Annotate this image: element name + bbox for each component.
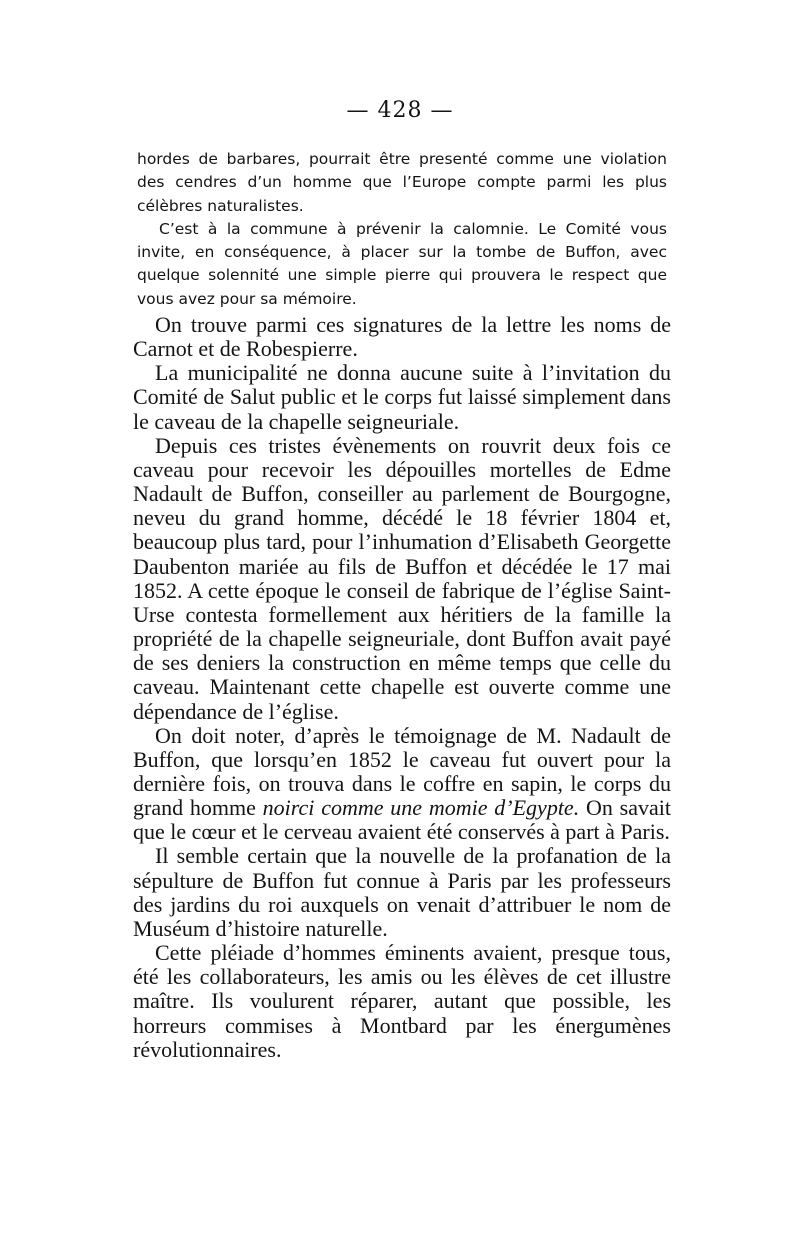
quote-paragraph: C’est à la commune à prévenir la calomnie. Le Comité vous invite, en conséquence, à placer sur la tombe de Buffon, avec quelque solennité une simple pierre qui prouvera le respect que vous avez pour sa mémoire. bbox=[137, 219, 667, 308]
body-paragraph: La municipalité ne donna aucune suite à l’invitation du Comité de Salut public et le corps fut laissé simplement dans le caveau de la chapelle seigneuriale. bbox=[133, 360, 671, 434]
body-paragraph: On trouve parmi ces signatures de la lettre les noms de Carnot et de Robespierre. bbox=[133, 312, 671, 362]
body-paragraph: Depuis ces tristes évènements on rouvrit deux fois ce caveau pour recevoir les dépouilles mortelles de Edme Nadault de Buffon, conseiller au parlement de Bourgogne, neveu du grand homme, décédé le 18 février 1804 et, beaucoup plus tard, pour l’inhumation d’Elisabeth Georgette Daubenton mariée au fils de Buffon et décédée le 17 mai 1852. A cette époque le conseil de fabrique de l’église Saint-Urse contesta formellement aux héritiers de la famille la propriété de la chapelle seigneuriale, dont Buffon avait payé de ses deniers la construction en même temps que celle du caveau. Maintenant cette chapelle est ouverte comme une dépendance de l’église. bbox=[133, 432, 671, 724]
body-paragraph: Cette pléiade d’hommes éminents avaient, presque tous, été les collaborateurs, les amis ou les élèves de cet illustre maître. Ils voulurent réparer, autant que possible, les horreurs commises à Montbard par les énergumènes révolutionnaires. bbox=[133, 940, 671, 1062]
quote-paragraph: hordes de barbares, pourrait être presenté comme une violation des cendres d’un homme que l’Europe compte parmi les plus célèbres naturalistes. bbox=[137, 150, 667, 215]
page-number: — 428 — bbox=[346, 98, 454, 123]
body-text bbox=[133, 313, 671, 1062]
body-paragraph bbox=[133, 724, 671, 845]
body-paragraph: Il semble certain que la nouvelle de la profanation de la sépulture de Buffon fut connue à Paris par les professeurs des jardins du roi auxquels on venait d’attribuer le nom de Muséum d’histoire naturelle. bbox=[133, 843, 671, 941]
italic-text-run: noirci comme une momie d’Egypte. bbox=[262, 795, 580, 821]
body-text-run: On savait que le cœur et le cerveau avaient été conservés à part à Paris. bbox=[133, 795, 671, 845]
body-text-run: On doit noter, d’après le témoignage de M. Nadault de Buffon, que lorsqu’en 1852 le caveau fut ouvert pour la dernière fois, on trouva dans le coffre en sapin, le corps du grand homme bbox=[133, 722, 671, 821]
quoted-letter bbox=[137, 148, 667, 311]
